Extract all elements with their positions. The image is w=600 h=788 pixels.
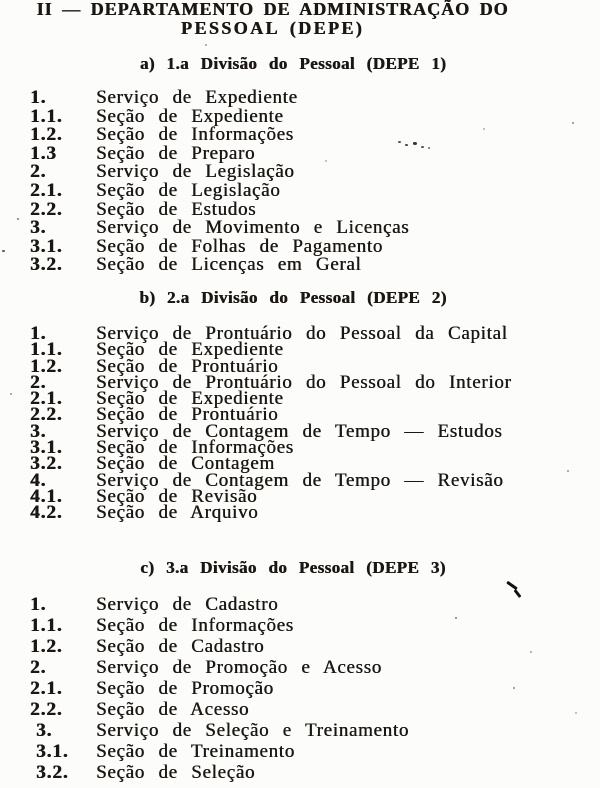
list-item xyxy=(0,179,600,201)
item-number: 3. xyxy=(36,720,53,741)
item-label: Seção de Estudos xyxy=(96,198,257,220)
item-number: 2.1. xyxy=(30,179,63,201)
item-label: Serviço de Cadastro xyxy=(96,594,279,615)
document-title-line-2: PESSOAL (DEPE) xyxy=(180,18,365,38)
item-label: Seção de Informações xyxy=(96,437,294,459)
list-item xyxy=(0,699,600,720)
section-heading-depe-3: c) 3.a Divisão do Pessoal (DEPE 3) xyxy=(140,558,446,577)
item-number: 2. xyxy=(30,371,47,393)
item-number: 1.2. xyxy=(30,124,63,146)
item-label: Seção de Arquivo xyxy=(96,502,259,524)
item-number: 3.1. xyxy=(30,235,63,257)
list-item xyxy=(0,720,600,741)
list-item xyxy=(0,105,600,127)
list-item xyxy=(0,339,600,361)
list-item xyxy=(0,388,600,410)
list-item xyxy=(0,420,600,442)
list-item xyxy=(0,371,600,393)
list-item xyxy=(0,615,600,636)
section-heading-depe-1: a) 1.a Divisão do Pessoal (DEPE 1) xyxy=(139,54,447,73)
list-item xyxy=(0,256,600,275)
list-item xyxy=(0,323,600,344)
item-label: Seção de Prontuário xyxy=(96,355,279,377)
item-label: Seção de Promoção xyxy=(96,678,274,699)
item-label: Seção de Cadastro xyxy=(96,636,265,657)
list-item xyxy=(0,163,600,182)
list-item xyxy=(0,437,600,459)
item-number: 3.2. xyxy=(30,254,63,276)
item-label: Serviço de Prontuário do Pessoal da Capital xyxy=(96,323,508,344)
item-number: 1.1. xyxy=(30,339,63,361)
list-item xyxy=(0,126,600,145)
item-label: Seção de Prontuário xyxy=(96,404,279,426)
list-item xyxy=(0,657,600,678)
item-label: Seção de Folhas de Pagamento xyxy=(96,235,383,257)
item-number: 1. xyxy=(30,323,47,344)
item-label: Seção de Informações xyxy=(96,615,294,636)
item-label: Seção de Preparo xyxy=(96,142,256,164)
ink-speck xyxy=(513,687,515,689)
item-number: 3.2. xyxy=(36,762,69,783)
ink-speck xyxy=(575,712,577,714)
item-label: Seção de Acesso xyxy=(96,699,250,720)
document-title xyxy=(0,0,545,38)
item-label: Seção de Contagem xyxy=(96,453,275,475)
ink-speck xyxy=(10,393,12,395)
item-label: Seção de Expediente xyxy=(96,388,284,410)
item-number: 1.1. xyxy=(30,105,63,127)
item-number: 2.1. xyxy=(30,388,63,410)
item-label: Serviço de Seleção e Treinamento xyxy=(96,720,409,741)
item-number: 3.1. xyxy=(36,741,69,762)
list-item xyxy=(0,142,600,164)
item-number: 4.2. xyxy=(30,502,63,524)
item-number: 4.1. xyxy=(30,485,63,507)
ink-speck xyxy=(413,142,417,145)
item-number: 3. xyxy=(30,420,47,442)
item-number: 1.1. xyxy=(30,615,63,636)
ink-speck xyxy=(572,122,574,124)
item-number: 3.2. xyxy=(30,453,63,475)
list-item xyxy=(0,469,600,491)
ink-speck xyxy=(205,44,207,46)
ink-speck xyxy=(405,144,408,146)
list-item xyxy=(0,636,600,657)
ink-speck xyxy=(567,470,569,472)
list-item xyxy=(0,762,600,783)
ink-speck xyxy=(421,146,424,148)
section-list-depe-1 xyxy=(0,89,600,275)
item-label: Serviço de Prontuário do Pessoal do Interior xyxy=(96,371,512,393)
item-label: Seção de Expediente xyxy=(96,339,284,361)
ink-speck xyxy=(530,651,532,653)
item-label: Seção de Revisão xyxy=(96,485,258,507)
ink-speck xyxy=(2,250,5,252)
document-title-line-1: II — DEPARTAMENTO DE ADMINISTRAÇÃO DO xyxy=(36,0,509,19)
section-list-depe-2 xyxy=(0,323,600,524)
ink-speck xyxy=(483,128,485,130)
item-number: 2. xyxy=(30,657,47,678)
ring-mark xyxy=(441,327,445,331)
item-label: Seção de Expediente xyxy=(96,105,284,127)
ink-speck xyxy=(455,617,457,619)
list-item xyxy=(0,219,600,238)
item-label: Serviço de Contagem de Tempo — Estudos xyxy=(96,420,503,442)
item-number: 3.1. xyxy=(30,437,63,459)
item-number: 1.2. xyxy=(30,636,63,657)
item-label: Seção de Informações xyxy=(96,124,294,146)
item-number: 1. xyxy=(30,87,47,108)
item-number: 4. xyxy=(30,469,47,491)
list-item xyxy=(0,502,600,524)
ink-speck xyxy=(325,160,327,162)
item-number: 2.2. xyxy=(30,198,63,220)
ink-speck xyxy=(17,218,19,220)
item-number: 3. xyxy=(30,217,47,239)
item-label: Serviço de Expediente xyxy=(96,87,298,108)
item-label: Seção de Seleção xyxy=(96,762,256,783)
item-label: Seção de Legislação xyxy=(96,179,281,201)
item-number: 1.3 xyxy=(30,142,57,164)
item-label: Seção de Licenças em Geral xyxy=(96,254,362,276)
section-list-depe-3 xyxy=(0,594,600,783)
list-item xyxy=(0,485,600,507)
list-item xyxy=(0,741,600,762)
item-label: Serviço de Legislação xyxy=(96,161,295,183)
item-label: Serviço de Movimento e Licenças xyxy=(96,217,410,239)
ink-speck xyxy=(398,141,401,143)
item-label: Serviço de Contagem de Tempo — Revisão xyxy=(96,469,504,491)
list-item xyxy=(0,89,600,108)
item-number: 1.2. xyxy=(30,355,63,377)
item-number: 2.2. xyxy=(30,699,63,720)
ink-speck xyxy=(428,147,430,149)
item-number: 2. xyxy=(30,161,47,183)
section-heading-depe-2: b) 2.a Divisão do Pessoal (DEPE 2) xyxy=(139,288,447,307)
item-label: Seção de Treinamento xyxy=(96,741,295,762)
item-number: 2.1. xyxy=(30,678,63,699)
list-item xyxy=(0,678,600,699)
item-number: 1. xyxy=(30,594,47,615)
item-label: Serviço de Promoção e Acesso xyxy=(96,657,382,678)
item-number: 2.2. xyxy=(30,404,63,426)
list-item xyxy=(0,594,600,615)
